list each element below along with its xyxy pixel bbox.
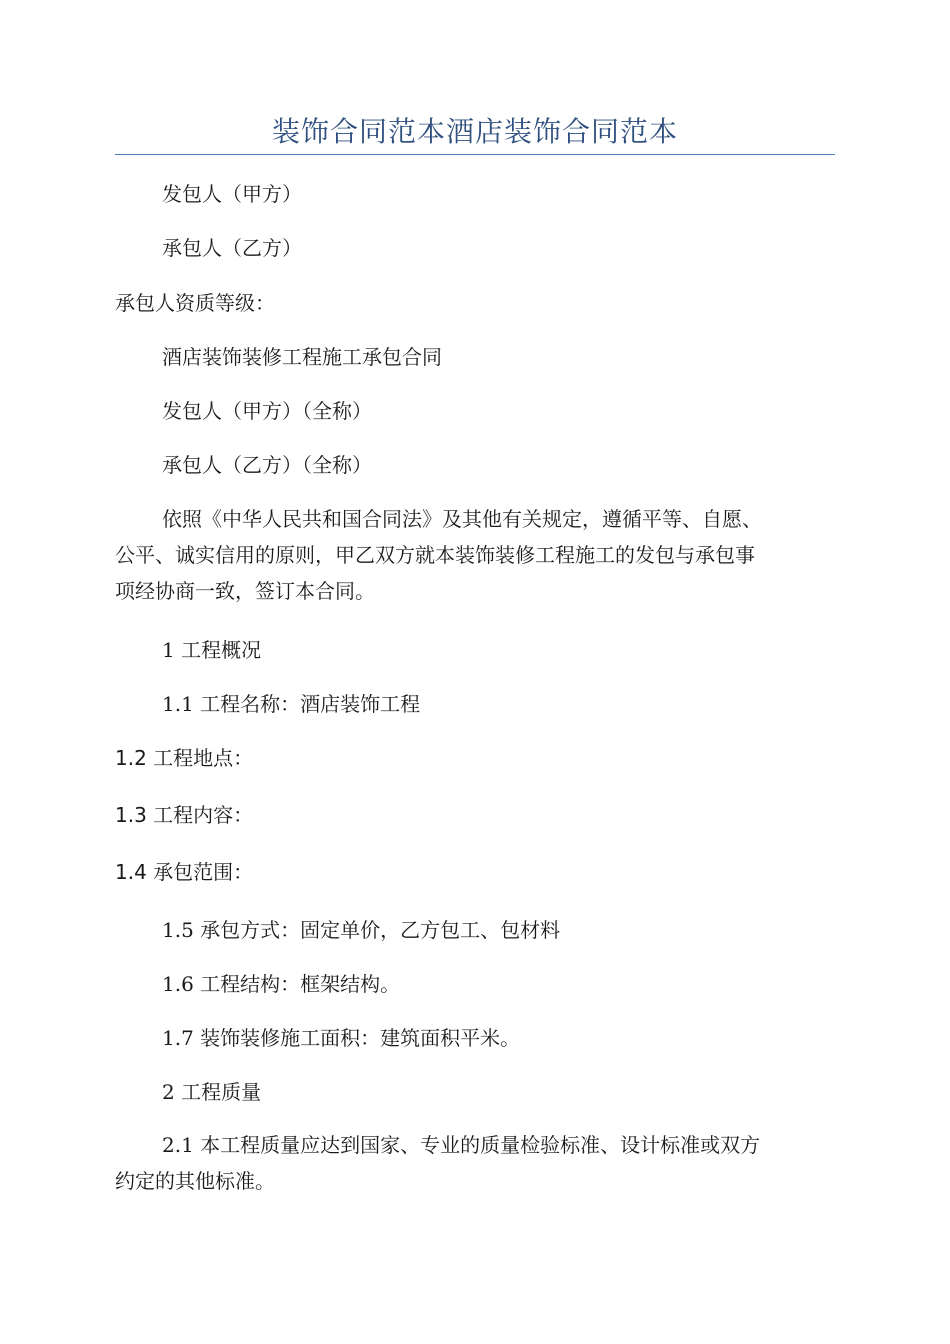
item-1-1: 1.1 工程名称：酒店装饰工程	[162, 692, 421, 716]
party-a-line: 发包人（甲方）	[162, 182, 302, 206]
qualification-line: 承包人资质等级：	[115, 291, 275, 315]
item-1-3-number: 1.3	[115, 803, 147, 827]
title-underline	[115, 154, 835, 155]
contract-name-line: 酒店装饰装修工程施工承包合同	[162, 345, 442, 369]
item-1-6: 1.6 工程结构：框架结构。	[162, 972, 401, 996]
preamble-line-3: 项经协商一致，签订本合同。	[115, 579, 375, 603]
party-b-line: 承包人（乙方）	[162, 236, 302, 260]
item-2-1-paragraph	[115, 1127, 835, 1199]
item-1-2	[115, 744, 253, 772]
item-1-4-text: 承包范围：	[146, 860, 254, 884]
item-1-4	[115, 858, 253, 886]
party-a-fullname-line: 发包人（甲方）（全称）	[162, 399, 372, 423]
document-title: 装饰合同范本酒店装饰合同范本	[271, 115, 678, 148]
item-2-1-line-1: 2.1 本工程质量应达到国家、专业的质量检验标准、设计标准或双方	[162, 1133, 761, 1157]
item-1-2-text: 工程地点：	[146, 746, 254, 770]
preamble-line-1: 依照《中华人民共和国合同法》及其他有关规定，遵循平等、自愿、	[162, 507, 762, 531]
item-1-7: 1.7 装饰装修施工面积：建筑面积平米。	[162, 1026, 521, 1050]
preamble-line-2: 公平、诚实信用的原则，甲乙双方就本装饰装修工程施工的发包与承包事	[115, 543, 755, 567]
item-1-3-text: 工程内容：	[146, 803, 254, 827]
item-1-2-number: 1.2	[115, 746, 147, 770]
item-1-3	[115, 801, 253, 829]
section-2-heading: 2 工程质量	[162, 1080, 262, 1104]
preamble-paragraph	[115, 501, 835, 609]
party-b-fullname-line: 承包人（乙方）（全称）	[162, 453, 372, 477]
item-2-1-line-2: 约定的其他标准。	[115, 1169, 275, 1193]
item-1-5: 1.5 承包方式：固定单价，乙方包工、包材料	[162, 918, 561, 942]
item-1-4-number: 1.4	[115, 860, 147, 884]
section-1-heading: 1 工程概况	[162, 638, 262, 662]
